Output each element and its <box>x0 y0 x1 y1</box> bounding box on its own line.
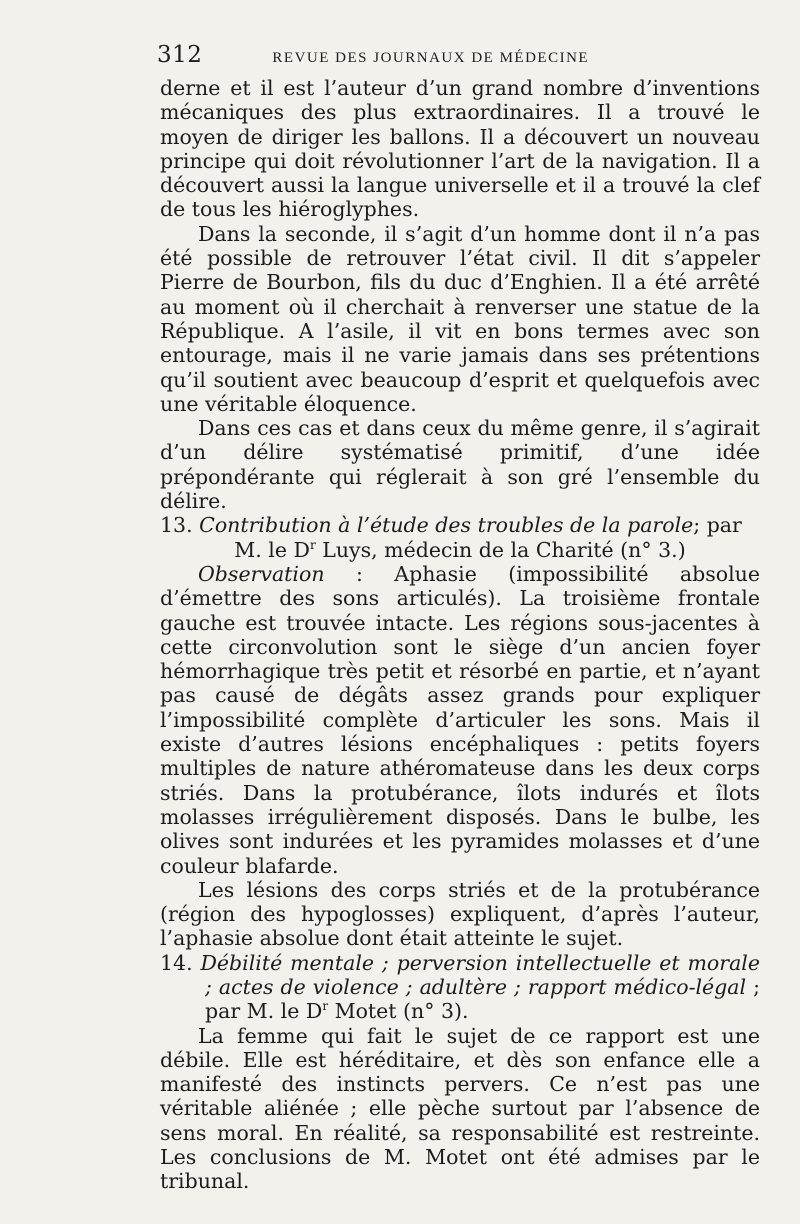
section-heading-13 <box>160 513 760 537</box>
paragraph: derne et il est l’auteur d’un grand nombre d’inventions mécaniques des plus extraordinaires. Il a trouvé le moyen de diriger les ballons. Il a découvert un nouveau principe qui doit révolutionner l’art de la navigation. Il a découvert aussi la langue universelle et il a trouvé la clef de tous les hiéroglyphes. <box>160 76 760 222</box>
section-by: ; par <box>693 513 742 538</box>
paragraph-text: : Aphasie (impossibilité absolue d’émettre des sons articulés). La troisième frontale gauche est trouvée intacte. Les régions sous-jacentes à cette circonvolution sont le siège d’un ancien foyer hémorrhagique très petit et résorbé en partie, et n’ayant pas causé de dégâts assez grands pour expliquer l’impossibilité complète d’articuler les sons. Mais il existe d’autres lésions encéphaliques : petits foyers multiples de nature athéromateuse dans les deux corps striés. Dans la protubérance, îlots indurés et îlots molasses irrégulièrement disposés. Dans le bulbe, les olives sont indurées et les pyramides molasses et d’une couleur blafarde. <box>160 561 760 878</box>
page-number: 312 <box>157 42 203 68</box>
section-number: 14. <box>160 950 193 975</box>
section-by: ; par M. le D <box>205 974 760 1024</box>
running-title: REVUE DES JOURNAUX DE MÉDECINE <box>272 50 590 66</box>
paragraph <box>160 562 760 878</box>
observation-label: Observation <box>198 561 325 586</box>
author-text: M. le D <box>234 537 310 562</box>
section-number: 13. <box>160 513 193 538</box>
section-author <box>160 538 760 562</box>
superscript: r <box>322 999 329 1014</box>
page-header <box>157 42 760 72</box>
paragraph: Dans ces cas et dans ceux du même genre, il s’agirait d’un délire systématisé primitif, d’une idée prépondérante qui réglerait à son gré l’ensemble du délire. <box>160 416 760 514</box>
section-title: Débilité mentale ; perversion intellectuelle et morale ; actes de violence ; adultère ; rapport médico-légal <box>200 950 760 999</box>
section-heading-14 <box>160 951 760 1024</box>
paragraph: Les lésions des corps striés et de la protubérance (région des hypoglosses) expliquent, d’après l’auteur, l’aphasie absolue dont était atteinte le sujet. <box>160 877 760 951</box>
paragraph: La femme qui fait le sujet de ce rapport est une débile. Elle est héréditaire, et dès son enfance elle a manifesté des instincts pervers. Ce n’est pas une véritable aliénée ; elle pèche surtout par l’absence de sens moral. En réalité, sa responsabilité est restreinte. Les conclusions de M. Motet ont été admises par le tribunal. <box>160 1023 760 1194</box>
section-title: Contribution à l’étude des troubles de la parole <box>199 513 694 538</box>
superscript: r <box>309 537 316 552</box>
body-text <box>160 76 760 1194</box>
section-by: Motet (n° 3). <box>328 999 469 1024</box>
paragraph: Dans la seconde, il s’agit d’un homme dont il n’a pas été possible de retrouver l’état civil. Il dit s’appeler Pierre de Bourbon, fils du duc d’Enghien. Il a été arrêté au moment où il cherchait à renverser une statue de la République. A l’asile, il vit en bons termes avec son entourage, mais il ne varie jamais dans ses prétentions qu’il soutient avec beaucoup d’esprit et quelquefois avec une véritable éloquence. <box>160 221 760 416</box>
author-text: Luys, médecin de la Charité (n° 3.) <box>315 537 686 562</box>
